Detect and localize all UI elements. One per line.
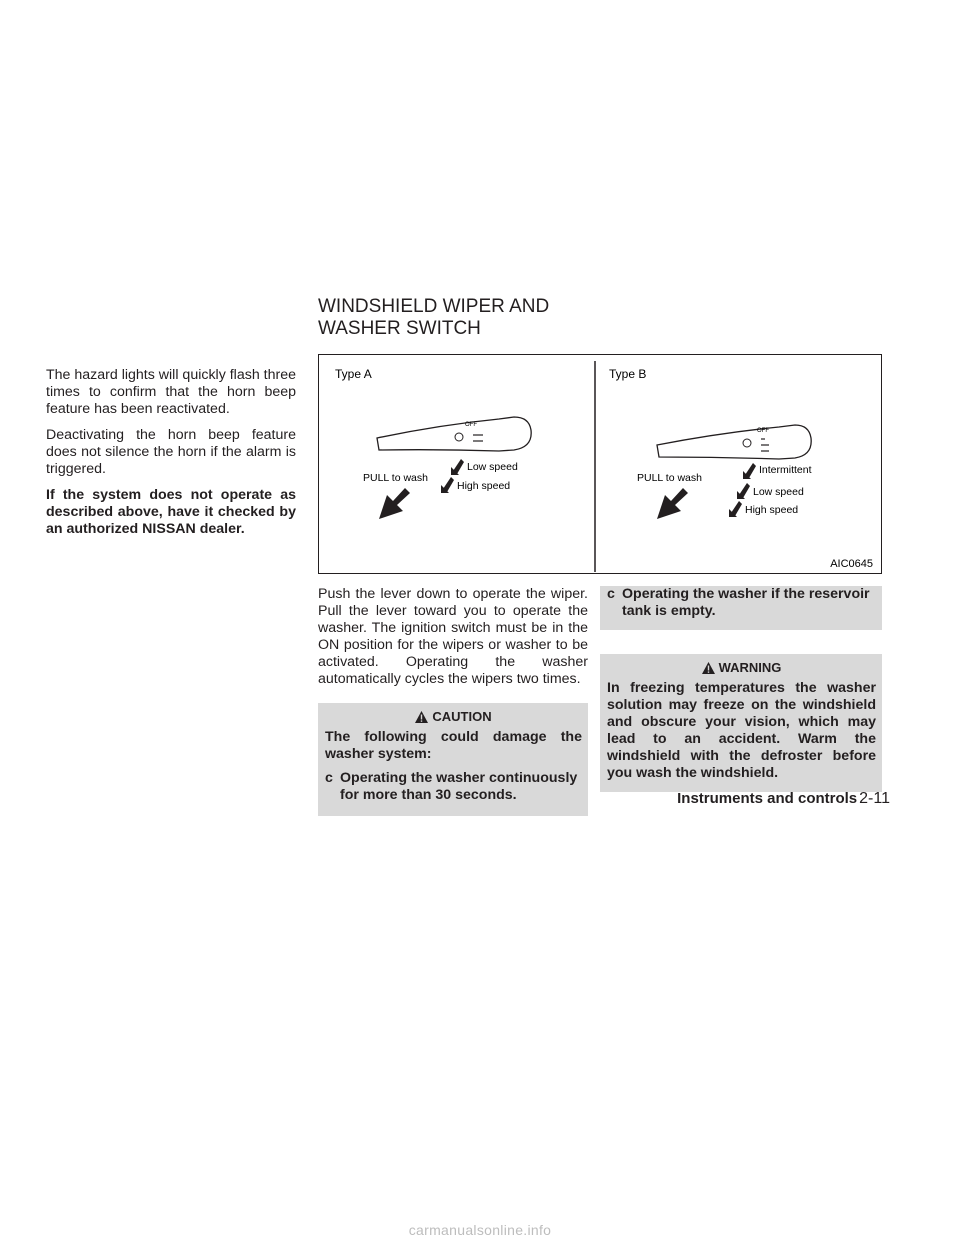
type-a-pull-arrow xyxy=(379,488,410,519)
warning-icon xyxy=(702,662,715,674)
caution-heading: CAUTION xyxy=(325,709,582,724)
caution-box xyxy=(318,703,588,816)
deactivation-paragraph: Deactivating the horn beep feature does not silence the horn if the alarm is triggered. xyxy=(46,427,296,477)
footer-section-name: Instruments and controls xyxy=(677,790,858,807)
type-b-off-mark: OFF xyxy=(757,428,769,434)
wiper-operation-paragraph: Push the lever down to operate the wiper. Pull the lever toward you to operate the washer. The ignition switch must be in the ON position for the wipers or washer to be activated. Operating the washer automatically cycles the wipers two times. xyxy=(318,586,588,687)
caution-box-continued xyxy=(600,586,882,630)
warning-box xyxy=(600,654,882,792)
type-a-title: Type A xyxy=(335,367,372,381)
right-column xyxy=(600,586,882,792)
caution-warning-icon xyxy=(415,711,428,723)
warning-text: In freezing temperatures the washer solution may freeze on the windshield and obscure your vision, which may lead to an accident. Warm the windshield with the defroster before you wash the windshield. xyxy=(607,680,876,781)
left-column xyxy=(46,367,296,547)
dealer-paragraph: If the system does not operate as described above, have it checked by an authorized NISSAN dealer. xyxy=(46,487,296,537)
section-title: WINDSHIELD WIPER AND WASHER SWITCH xyxy=(318,296,550,339)
bullet-mark: c xyxy=(607,586,615,602)
type-b-pull-arrow xyxy=(657,488,688,519)
type-a-off-mark: OFF xyxy=(465,422,477,428)
page-footer xyxy=(677,789,890,809)
figure-code: AIC0645 xyxy=(830,558,873,570)
type-b-high-speed: High speed xyxy=(745,504,799,516)
caution-bullet-1: c Operating the washer continuously for more than 30 seconds. xyxy=(325,770,578,803)
watermark: carmanualsonline.info xyxy=(408,1222,552,1238)
page-number: 2-11 xyxy=(859,790,890,807)
type-b-lever xyxy=(657,425,811,459)
bullet-mark: c xyxy=(325,770,333,786)
hazard-lights-paragraph: The hazard lights will quickly flash three times to confirm that the horn beep feature has been reactivated. xyxy=(46,367,296,417)
type-a-high-speed: High speed xyxy=(457,480,511,492)
type-a-pull-label: PULL to wash xyxy=(363,472,428,484)
type-b-pull-label: PULL to wash xyxy=(637,472,702,484)
caution-intro: The following could damage the washer system: xyxy=(325,729,582,762)
wiper-switch-figure xyxy=(318,354,882,574)
type-b-low-speed: Low speed xyxy=(753,486,804,498)
wiper-switch-illustration xyxy=(319,355,880,572)
caution-bullet-2: c Operating the washer if the reservoir tank is empty. xyxy=(607,586,870,619)
warning-heading: WARNING xyxy=(607,660,876,675)
type-a-lever xyxy=(377,417,531,451)
type-a-low-speed: Low speed xyxy=(467,461,518,473)
type-b-title: Type B xyxy=(609,367,647,381)
middle-column xyxy=(318,586,588,816)
type-b-intermittent: Intermittent xyxy=(759,464,812,476)
